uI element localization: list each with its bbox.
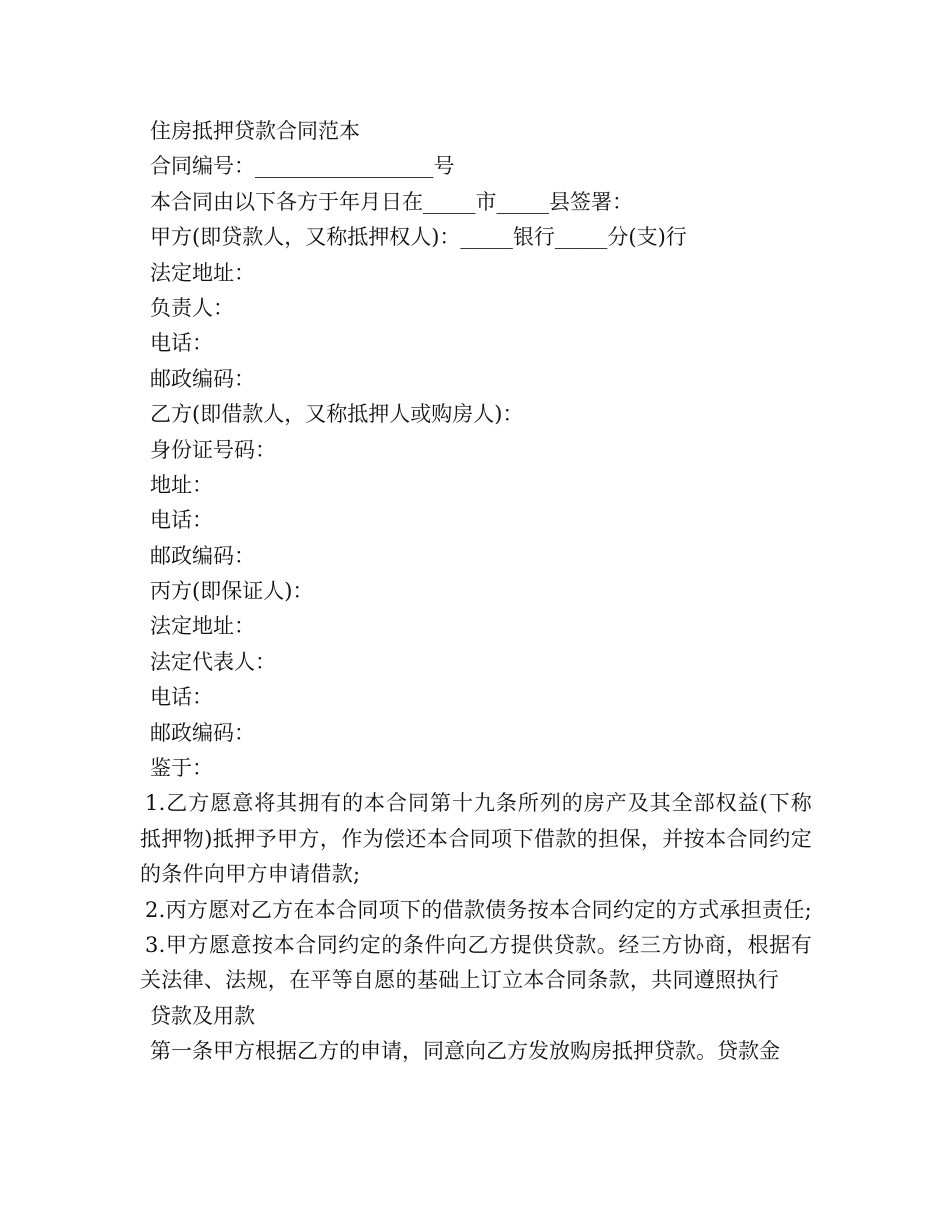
recital-3: [140, 928, 812, 999]
article-1: 第一条甲方根据乙方的申请，同意向乙方发放购房抵押贷款。贷款金: [150, 1039, 780, 1064]
party-a-address: 法定地址：: [150, 260, 255, 285]
section-title: 贷款及用款: [150, 1003, 255, 1028]
party-c-representative: 法定代表人：: [150, 649, 276, 674]
whereas-heading: 鉴于：: [150, 756, 213, 781]
signing-statement: 本合同由以下各方于年月日在_____市_____县签署：: [150, 189, 633, 214]
party-b-heading: 乙方(即借款人，又称抵押人或购房人)：: [150, 402, 524, 427]
recital-2: [140, 893, 812, 928]
document-body: [140, 114, 812, 1070]
party-a-phone: 电话：: [150, 331, 213, 356]
party-b-postcode: 邮政编码：: [150, 543, 255, 568]
party-a-postcode: 邮政编码：: [150, 366, 255, 391]
party-c-heading: 丙方(即保证人)：: [150, 579, 314, 604]
recital-1: [140, 786, 812, 892]
party-b-phone: 电话：: [150, 508, 213, 533]
recital-2-text: 2.丙方愿对乙方在本合同项下的借款债务按本合同约定的方式承担责任;: [145, 897, 813, 922]
party-b-id-number: 身份证号码：: [150, 437, 276, 462]
party-a-heading: 甲方(即贷款人，又称抵押权人)：_____银行_____分(支)行: [150, 225, 687, 250]
recital-3-text: 3.甲方愿意按本合同约定的条件向乙方提供贷款。经三方协商，根据有关法律、法规，在平等自愿的基础上订立本合同条款，共同遵照执行: [140, 933, 812, 993]
recital-1-text: 1.乙方愿意将其拥有的本合同第十九条所列的房产及其全部权益(下称抵押物)抵押予甲方，作为偿还本合同项下借款的担保，并按本合同约定的条件向甲方申请借款;: [140, 791, 812, 887]
document-title: 住房抵押贷款合同范本: [150, 119, 360, 143]
party-b-address: 地址：: [150, 472, 213, 497]
party-a-manager: 负责人：: [150, 295, 234, 320]
party-c-phone: 电话：: [150, 685, 213, 710]
party-c-postcode: 邮政编码：: [150, 720, 255, 745]
party-c-address: 法定地址：: [150, 614, 255, 639]
contract-number: 合同编号：_________________号: [150, 154, 455, 179]
